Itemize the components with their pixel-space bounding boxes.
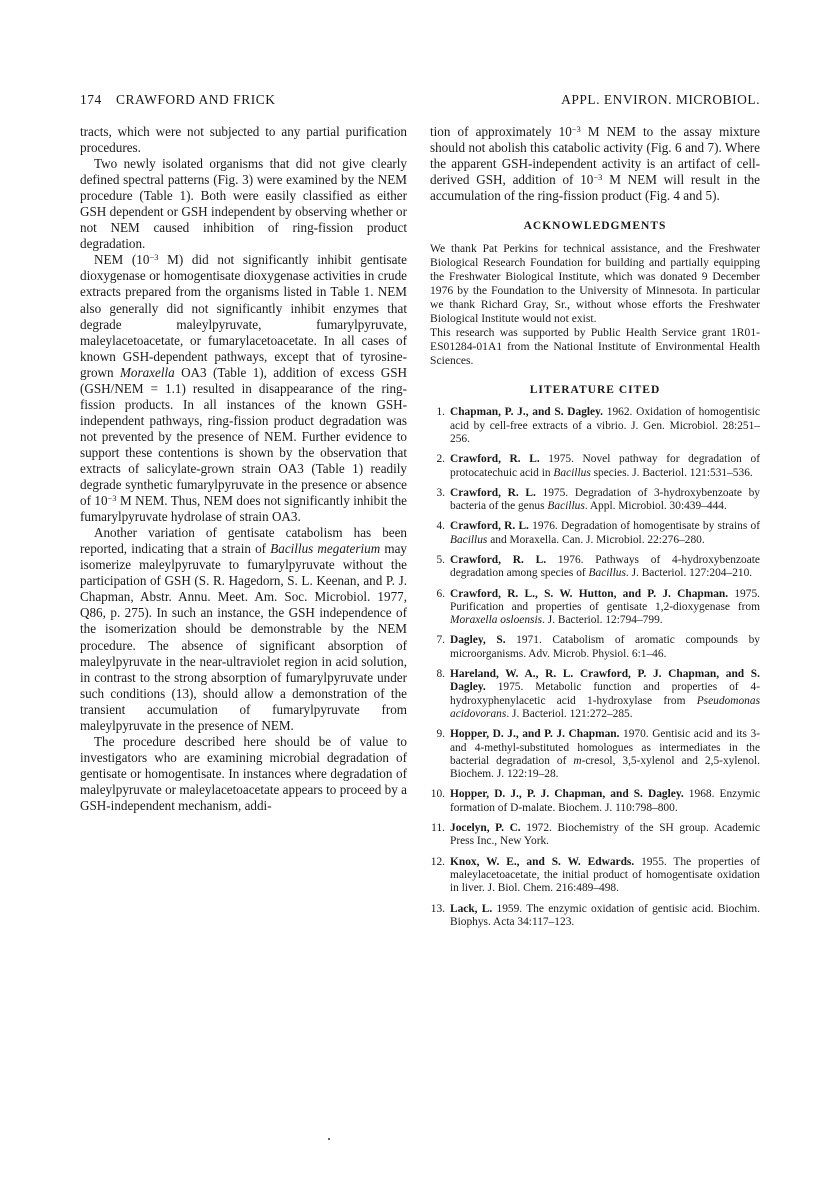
funding-text: This research was supported by Public Health Service grant 1R01-ES01284-01A1 from the National Institute of Environmental Health Sciences. <box>430 326 760 368</box>
paragraph: tracts, which were not subjected to any partial purification procedures. <box>80 124 407 156</box>
paragraph: tion of approximately $10^{-3}$ M NEM to the assay mixture should not abolish this catabolic activity (Fig. 6 and 7). Where the apparent GSH-independent activity is an artifact of cell-derived GSH, addition of $10^{-3}$ M NEM will result in the accumulation of the ring-fission product (Fig. 4 and 5). <box>430 124 760 204</box>
running-authors: CRAWFORD AND FRICK <box>116 92 276 107</box>
reference-item: 10. Hopper, D. J., P. J. Chapman, and S. Dagley. 1968. Enzymic formation of D-malate. Biochem. J. 110:798–800. <box>430 788 760 814</box>
paragraph: The procedure described here should be of value to investigators who are examining microbial degradation of gentisate or homogentisate. In instances where degradation of maleylpyruvate or maleylacetoacetate appears to proceed by a GSH-independent mechanism, addi- <box>80 733 407 813</box>
paragraph: Two newly isolated organisms that did not give clearly defined spectral patterns (Fig. 3) were examined by the NEM procedure (Table 1). Both were easily classified as either GSH dependent or GSH independent by observing whether or not NEM caused inhibition of ring-fission product degradation. <box>80 156 407 252</box>
reference-item: 8. Hareland, W. A., R. L. Crawford, P. J. Chapman, and S. Dagley. 1975. Metabolic function and properties of 4-hydroxyphenylacetic acid 1-hydroxylase from Pseudomonas acidovorans. J. Bacteriol. 121:272–285. <box>436 668 760 720</box>
reference-item: 3. Crawford, R. L. 1975. Degradation of 3-hydroxybenzoate by bacteria of the genus Bacillus. Appl. Microbiol. 30:439–444. <box>436 486 760 513</box>
reference-item: 9. Hopper, D. J., and P. J. Chapman. 1970. Gentisic acid and its 3- and 4-methyl-substituted homologues as intermediates in the bacterial degradation of m-cresol, 3,5-xylenol and 2,5-xylenol. Biochem. J. 122:19–28. <box>436 728 760 781</box>
page-mark <box>328 1138 330 1140</box>
reference-item: 1. Chapman, P. J., and S. Dagley. 1962. Oxidation of homogentisic acid by cell-free extracts of a vibrio. J. Gen. Microbiol. 28:251–256. <box>436 406 760 445</box>
running-header <box>80 92 760 112</box>
left-column <box>80 124 407 814</box>
reference-item: 7. Dagley, S. 1971. Catabolism of aromatic compounds by microorganisms. Adv. Microb. Physiol. 6:1–46. <box>436 634 760 660</box>
acknowledgments-heading: ACKNOWLEDGMENTS <box>523 220 667 233</box>
reference-item: 13. Lack, L. 1959. The enzymic oxidation of gentisic acid. Biochim. Biophys. Acta 34:117–123. <box>430 902 760 928</box>
right-column <box>430 124 760 936</box>
literature-cited-heading: LITERATURE CITED <box>529 384 661 397</box>
paragraph: Another variation of gentisate catabolism has been reported, indicating that a strain of Bacillus megaterium may isomerize maleylpyruvate to fumarylpyruvate without the participation of GSH (S. R. Hagedorn, S. L. Keenan, and P. J. Chapman, Abstr. Annu. Meet. Am. Soc. Microbiol. 1977, Q86, p. 275). In such an instance, the GSH independence of the isomerization should be demonstrable by the NEM procedure. The absence of significant absorption of maleylpyruvate in the near-ultraviolet region in acid solution, in contrast to the strong absorption of fumarylpyruvate under such conditions (13), should allow a demonstration of the transient accumulation of fumarylpyruvate from maleylpyruvate in the presence of NEM. <box>80 525 407 733</box>
reference-item: 11. Jocelyn, P. C. 1972. Biochemistry of the SH group. Academic Press Inc., New York. <box>431 822 760 848</box>
acknowledgments-text: We thank Pat Perkins for technical assistance, and the Freshwater Biological Research Foundation for building and partially equipping the Freshwater Biological Institute, which was donated 9 December 1976 by the Foundation to the University of Minnesota. In particular we thank Richard Gray, Sr., without whose efforts the Freshwater Biological Institute would not exist. <box>430 242 760 326</box>
reference-item: 6. Crawford, R. L., S. W. Hutton, and P. J. Chapman. 1975. Purification and properties of gentisate 1,2-dioxygenase from Moraxella osloensis. J. Bacteriol. 12:794–799. <box>436 587 760 627</box>
reference-item: 2. Crawford, R. L. 1975. Novel pathway for degradation of protocatechuic acid in Bacillus species. J. Bacteriol. 121:531–536. <box>436 453 760 479</box>
journal-name: APPL. ENVIRON. MICROBIOL. <box>561 92 760 107</box>
reference-item: 12. Knox, W. E., and S. W. Edwards. 1955. The properties of maleylacetoacetate, the initial product of homogentisate oxidation in liver. J. Biol. Chem. 216:489–498. <box>430 855 760 895</box>
page-number: 174 <box>80 92 102 107</box>
reference-item: 4. Crawford, R. L. 1976. Degradation of homogentisate by strains of Bacillus and Moraxella. Can. J. Microbiol. 22:276–280. <box>436 520 760 546</box>
reference-item: 5. Crawford, R. L. 1976. Pathways of 4-hydroxybenzoate degradation among species of Bacillus. J. Bacteriol. 127:204–210. <box>436 554 760 580</box>
paragraph: NEM ($10^{-3}$ M) did not significantly inhibit gentisate dioxygenase or homogentisate dioxygenase activities in crude extracts prepared from the organisms listed in Table 1. NEM also generally did not significantly inhibit enzymes that degrade maleylpyruvate, fumarylpyruvate, maleylacetoacetate, or fumarylacetoacetate. In all cases of known GSH-dependent pathways, except that of tyrosine-grown Moraxella OA3 (Table 1), addition of excess GSH (GSH/NEM = 1.1) resulted in disappearance of the ring-fission products. In all instances of the known GSH-independent pathways, ring-fission product degradation was not prevented by the presence of NEM. Further evidence to support these contentions is shown by the observation that extracts of salicylate-grown strain OA3 (Table 1) readily degrade synthetic fumarylpyruvate in the presence or absence of $10^{-3}$ M NEM. Thus, NEM does not significantly inhibit the fumarylpyruvate hydrolase of strain OA3. <box>80 252 408 525</box>
reference-list <box>430 406 760 929</box>
